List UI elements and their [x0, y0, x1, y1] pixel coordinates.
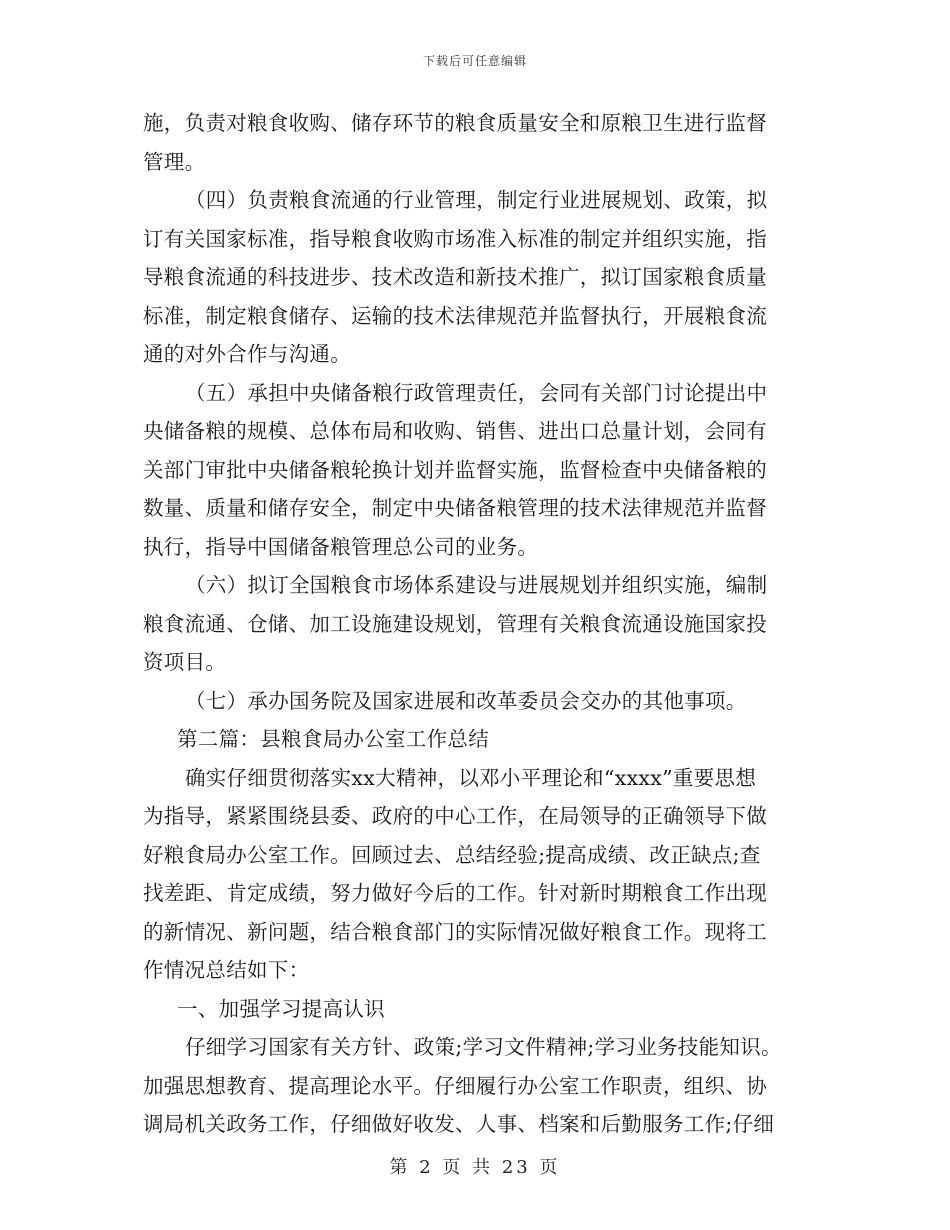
- body-line: 数量、质量和储存安全，制定中央储备粮管理的技术法律规范并监督: [143, 496, 767, 520]
- body-line: 央储备粮的规模、总体布局和收购、销售、进出口总量计划，会同有: [143, 419, 767, 443]
- body-line: 确实仔细贯彻落实xx大精神，以邓小平理论和“xxxx”重要思想: [185, 765, 757, 790]
- body-line: 的新情况、新问题，结合粮食部门的实际情况做好粮食工作。现将工: [143, 919, 767, 944]
- body-line: 加强思想教育、提高理论水平。仔细履行办公室工作职责，组织、协: [143, 1073, 767, 1098]
- body-line: 管理。: [143, 149, 206, 174]
- body-line: 找差距、肯定成绩，努力做好今后的工作。针对新时期粮食工作出现: [143, 881, 767, 905]
- section-heading: 第二篇：县粮食局办公室工作总结: [177, 727, 489, 751]
- body-line: 粮食流通、仓储、加工设施建设规划，管理有关粮食流通设施国家投: [143, 611, 767, 636]
- body-line: （七）承办国务院及国家进展和改革委员会交办的其他事项。: [185, 688, 747, 713]
- body-line: 好粮食局办公室工作。回顾过去、总结经验;提高成绩、改正缺点;查: [143, 842, 761, 867]
- body-line: 关部门审批中央储备粮轮换计划并监督实施，监督检查中央储备粮的: [143, 457, 767, 482]
- body-line: （四）负责粮食流通的行业管理，制定行业进展规划、政策，拟: [185, 188, 768, 212]
- subsection-heading: 一、加强学习提高认识: [177, 996, 385, 1021]
- body-line: 调局机关政务工作，仔细做好收发、人事、档案和后勤服务工作;仔细: [143, 1112, 775, 1136]
- body-line: 仔细学习国家有关方针、政策;学习文件精神;学习业务技能知识。: [185, 1035, 782, 1059]
- body-line: （六）拟订全国粮食市场体系建设与进展规划并组织实施，编制: [185, 573, 768, 597]
- body-line: （五）承担中央储备粮行政管理责任，会同有关部门讨论提出中: [185, 380, 768, 405]
- body-line: 订有关国家标准，指导粮食收购市场准入标准的制定并组织实施，指: [143, 226, 767, 251]
- body-line: 通的对外合作与沟通。: [143, 342, 351, 366]
- body-line: 执行，指导中国储备粮管理总公司的业务。: [143, 534, 539, 559]
- document-body: [143, 104, 811, 1144]
- body-line: 标准，制定粮食储存、运输的技术法律规范并监督执行，开展粮食流: [143, 303, 767, 328]
- body-line: 施，负责对粮食收购、储存环节的粮食质量安全和原粮卫生进行监督: [143, 111, 767, 135]
- page-footer: 第 2 页 共 23 页: [389, 1157, 561, 1178]
- page-header: 下载后可任意编辑: [422, 54, 527, 68]
- body-line: 为指导，紧紧围绕县委、政府的中心工作，在局领导的正确领导下做: [143, 804, 767, 828]
- body-line: 导粮食流通的科技进步、技术改造和新技术推广，拟订国家粮食质量: [143, 265, 767, 289]
- body-line: 资项目。: [143, 650, 227, 674]
- body-line: 作情况总结如下：: [143, 958, 310, 982]
